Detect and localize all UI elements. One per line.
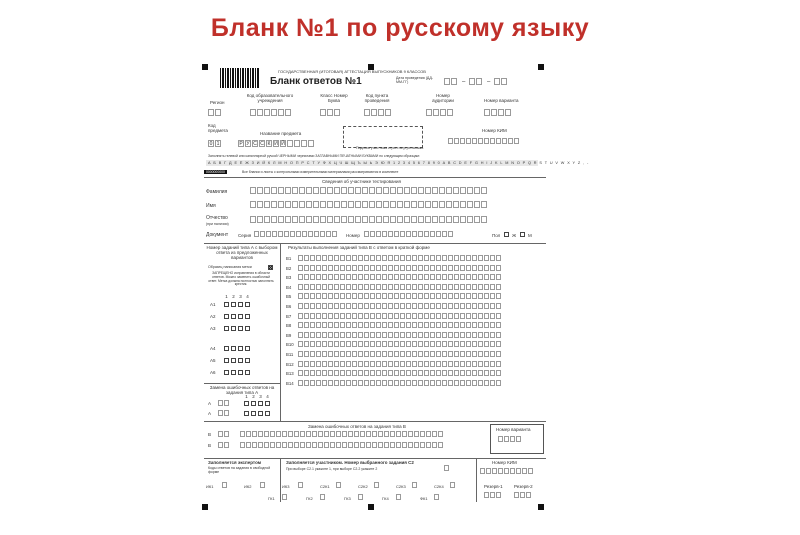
label-auditorium: Номер аудитории <box>432 93 454 103</box>
series-cells[interactable] <box>254 231 337 237</box>
type-a-header: Номер заданий типа А с выбором ответа из предложенных вариантов <box>206 245 278 261</box>
subject-code-cells[interactable] <box>208 140 221 147</box>
expert-code-cell[interactable] <box>298 482 303 488</box>
label-number: Номер <box>346 233 360 238</box>
b-row-cells[interactable] <box>298 274 501 280</box>
divider <box>204 177 546 178</box>
agreement: Все бланки и листы с контрольными измерительными материалами рассматриваются в комплекте <box>242 170 399 174</box>
divider <box>204 383 280 384</box>
label-ppe-code: Код пункта проведения <box>364 93 390 103</box>
a-row-label: А3 <box>210 326 216 331</box>
expert-code-cell[interactable] <box>450 482 455 488</box>
class-cells[interactable] <box>320 109 340 116</box>
slide-title: Бланк №1 по русскому языку <box>210 14 590 42</box>
expert-code-label: ГК3 <box>344 496 351 501</box>
b-row-label: В4 <box>286 284 292 290</box>
sex-checkboxes[interactable] <box>520 232 525 237</box>
a-row-checkboxes[interactable] <box>224 370 250 375</box>
agreement-barcode: 0000000000 <box>206 170 225 174</box>
type-b-header: Результаты выполнения заданий типа В с ответом в краткой форме <box>288 245 430 250</box>
b-row-cells[interactable] <box>298 293 501 299</box>
b-row-cells[interactable] <box>298 303 501 309</box>
b-row-label: В8 <box>286 323 292 329</box>
subject-name-cell: С <box>260 141 264 147</box>
a-row-label: А5 <box>210 358 216 363</box>
a-row-label: А1 <box>210 302 216 307</box>
expert-code-label: С2К4 <box>434 484 444 489</box>
expert-code-cell[interactable] <box>358 494 363 500</box>
replace-a-header: Замена ошибочных ответов на задания типа А <box>209 385 275 396</box>
label-name: Имя <box>206 203 216 209</box>
reserve-2: Резерв-2 <box>514 484 533 489</box>
expert-code-cell[interactable] <box>320 494 325 500</box>
reserve-1-cells[interactable] <box>484 492 501 498</box>
b-row-cells[interactable] <box>298 284 501 290</box>
replace-b-label: В <box>208 432 212 437</box>
alphabet-sample: А Б В Г Д Е Ё Ж З И Й К Л М Н О П Р С Т У Ф Х Ц Ч Ш Щ Ъ Ы Ь Э Ю Я 1 2 3 4 5 6 7 8 9 0 A B C D E F G H I J K L M N O P Q R S T U V W X Y Z , - <box>208 161 590 165</box>
sex-male: М <box>528 233 532 238</box>
replace-b-cells[interactable] <box>240 431 443 437</box>
subject-name-cell: С <box>253 141 257 147</box>
subject-name-cell: К <box>267 141 271 147</box>
b-row-cells[interactable] <box>298 361 501 367</box>
replace-b-number-cells[interactable] <box>218 442 229 448</box>
replace-b-label: В <box>208 443 212 448</box>
label-kim: Номер КИМ <box>482 128 507 133</box>
expert-code-cell[interactable] <box>222 482 227 488</box>
b-row-label: В13 <box>286 371 294 377</box>
corner-marker <box>202 64 208 70</box>
label-surname: Фамилия <box>206 189 228 195</box>
region-cells[interactable] <box>208 109 221 116</box>
option-number: 4 <box>266 394 269 399</box>
b-row-cells[interactable] <box>298 351 501 357</box>
sex-checkboxes[interactable] <box>504 232 509 237</box>
label-region: Регион <box>210 100 225 105</box>
replace-a-option-numbers <box>244 394 270 399</box>
barcode <box>220 68 260 88</box>
participant-c-header: Заполняется участником. Номер выбранного задания С2 <box>286 460 414 465</box>
option-number: 3 <box>239 294 242 299</box>
expert-code-cell[interactable] <box>282 494 287 500</box>
option-number: 1 <box>225 294 228 299</box>
b-row-cells[interactable] <box>298 255 501 261</box>
expert-code-label: С2К2 <box>358 484 368 489</box>
date-cells[interactable] <box>494 78 507 85</box>
kim-cells[interactable] <box>448 138 519 144</box>
auditorium-cells[interactable] <box>426 109 453 116</box>
date-cells[interactable] <box>444 78 457 85</box>
name-cells[interactable] <box>250 201 487 208</box>
expert-code-label: ФК1 <box>420 496 428 501</box>
label-sex: Пол <box>492 233 501 238</box>
date-cells[interactable] <box>469 78 482 85</box>
number-cells[interactable] <box>364 231 453 237</box>
c2-cell[interactable] <box>444 465 449 471</box>
option-number: 4 <box>246 294 249 299</box>
b-row-label: В9 <box>286 332 292 338</box>
expert-code-label: ИК1 <box>206 484 214 489</box>
option-number: 1 <box>245 394 248 399</box>
expert-code-label: ИК2 <box>244 484 252 489</box>
school-code-cells[interactable] <box>250 109 291 116</box>
b-row-label: В5 <box>286 294 292 300</box>
divider <box>476 458 477 502</box>
b-row-label: В2 <box>286 265 292 271</box>
expert-code-cell[interactable] <box>336 482 341 488</box>
b-row-cells[interactable] <box>298 332 501 338</box>
ppe-code-cells[interactable] <box>364 109 391 116</box>
corner-marker <box>368 504 374 510</box>
b-row-cells[interactable] <box>298 313 501 319</box>
label-if-any: (при наличии) <box>206 222 229 226</box>
expert-code-cell[interactable] <box>434 494 439 500</box>
option-number: 2 <box>232 294 235 299</box>
subject-code-cell: 0 <box>209 141 213 147</box>
expert-code-cell[interactable] <box>260 482 265 488</box>
subject-name-cell: У <box>246 141 250 147</box>
subject-name-cell: И <box>274 141 278 147</box>
divider <box>204 243 546 244</box>
subject-name-cells[interactable] <box>238 140 314 147</box>
b-row-cells[interactable] <box>298 265 501 271</box>
b-row-label: В1 <box>286 256 292 261</box>
option-number: 3 <box>259 394 262 399</box>
b-row-cells[interactable] <box>298 380 501 386</box>
a-row-checkboxes[interactable] <box>224 358 250 363</box>
expert-code-cell[interactable] <box>374 482 379 488</box>
forbidden-note: ЗАПРЕЩЕНО исправления в области ответов. Можно заменить ошибочный ответ. Метка должна полностью заполнять крестик. <box>208 271 274 287</box>
divider <box>280 243 281 421</box>
a-row-label: А2 <box>210 314 216 319</box>
replace-a-label: А <box>208 411 212 416</box>
b-row-label: В12 <box>286 361 294 367</box>
replace-a-number-cells[interactable] <box>218 410 229 416</box>
label-patronymic: Отчество <box>206 215 228 221</box>
expert-code-label: ГК2 <box>306 496 313 501</box>
b-row-label: В6 <box>286 304 292 309</box>
signature-box[interactable] <box>343 126 423 148</box>
expert-code-label: ИК3 <box>282 484 290 489</box>
replace-a-number-cells[interactable] <box>218 400 229 406</box>
subject-name-cell: Й <box>281 141 285 147</box>
divider <box>204 421 546 422</box>
divider <box>204 458 546 459</box>
label-document: Документ <box>206 232 229 238</box>
variant-box-cells[interactable] <box>498 436 521 442</box>
corner-marker <box>202 504 208 510</box>
b-row-label: В10 <box>286 342 294 348</box>
replace-b-cells[interactable] <box>240 442 443 448</box>
label-class: Класс Номер Буква <box>320 93 348 103</box>
b-row-label: В3 <box>286 275 292 281</box>
label-school-code: Код образовательного учреждения <box>246 93 294 103</box>
variant-box-label: Номер варианта <box>496 427 531 432</box>
reserve-2-cells[interactable] <box>514 492 531 498</box>
instruction: Заполнять гелевой или капиллярной ручкой ЧЕРНЫМИ чернилами ЗАГЛАВНЫМИ ПЕЧАТНЫМИ БУКВАМИ по следующим образцам: <box>208 154 420 158</box>
date-sep: – <box>487 79 491 85</box>
expert-code-cell[interactable] <box>396 494 401 500</box>
a-row-checkboxes[interactable] <box>224 326 250 331</box>
b-row-cells[interactable] <box>298 322 501 328</box>
subject-name-cell: Р <box>239 141 243 147</box>
expert-note: Коды ответов на задания в свободной форме <box>208 466 271 475</box>
form-title: Бланк ответов №1 <box>270 76 362 87</box>
expert-header: Заполняется экспертом <box>208 460 262 465</box>
expert-code-label: ГК1 <box>268 496 275 501</box>
expert-code-label: ГК4 <box>382 496 389 501</box>
expert-code-label: С2К3 <box>396 484 406 489</box>
a-row-checkboxes[interactable] <box>224 302 250 307</box>
replace-b-header: Замена ошибочных ответов на задания типа В <box>308 424 406 429</box>
variant-cells[interactable] <box>484 109 511 116</box>
divider <box>280 458 281 502</box>
participant-header: Сведения об участнике тестирования <box>322 179 401 184</box>
option-number: 2 <box>252 394 255 399</box>
mark-sample-box <box>268 265 273 270</box>
a-row-checkboxes[interactable] <box>224 314 250 319</box>
label-subject-code: Код предмета <box>208 123 228 133</box>
exam-date-label: Дата проведения (ДД-ММ-ГГ) <box>396 76 433 84</box>
subject-code-cell: 1 <box>216 141 220 147</box>
answer-sheet-image <box>198 60 590 515</box>
a-row-label: А6 <box>210 370 216 375</box>
b-row-cells[interactable] <box>298 370 501 376</box>
mark-sample: Образец написания метки <box>208 265 252 269</box>
b-row-label: В11 <box>286 352 294 357</box>
replace-a-label: А <box>208 401 212 406</box>
a-option-numbers <box>224 294 250 299</box>
a-row-label: А4 <box>210 346 216 351</box>
expert-code-label: С2К1 <box>320 484 330 489</box>
patronymic-cells[interactable] <box>250 216 487 223</box>
b-row-label: В14 <box>286 380 294 386</box>
expert-code-cell[interactable] <box>412 482 417 488</box>
kim-box-label: Номер КИМ <box>492 460 517 465</box>
replace-a-checkboxes[interactable] <box>244 401 270 406</box>
label-series: Серия <box>238 233 252 238</box>
label-variant: Номер варианта <box>484 98 519 103</box>
date-sep: – <box>462 79 466 85</box>
surname-cells[interactable] <box>250 187 487 194</box>
label-subject-name: Название предмета <box>260 131 302 136</box>
a-row-checkboxes[interactable] <box>224 346 250 351</box>
sex-female: Ж <box>512 233 517 238</box>
replace-b-number-cells[interactable] <box>218 431 229 437</box>
replace-a-checkboxes[interactable] <box>244 411 270 416</box>
reserve-1: Резерв-1 <box>484 484 503 489</box>
b-row-label: В7 <box>286 313 292 319</box>
c2-note: При выборе С2.1 укажите 1, при выборе С2.2 укажите 2 <box>286 467 378 471</box>
kim-box-cells[interactable] <box>480 468 533 474</box>
signature-note: Подпись участника строго внутри окошка <box>356 146 424 150</box>
header-line: ГОСУДАРСТВЕННАЯ (ИТОГОВАЯ) АТТЕСТАЦИЯ ВЫПУСКНИКОВ 9 КЛАССОВ <box>278 69 426 74</box>
corner-marker <box>538 64 544 70</box>
b-row-cells[interactable] <box>298 341 501 347</box>
corner-marker <box>538 504 544 510</box>
